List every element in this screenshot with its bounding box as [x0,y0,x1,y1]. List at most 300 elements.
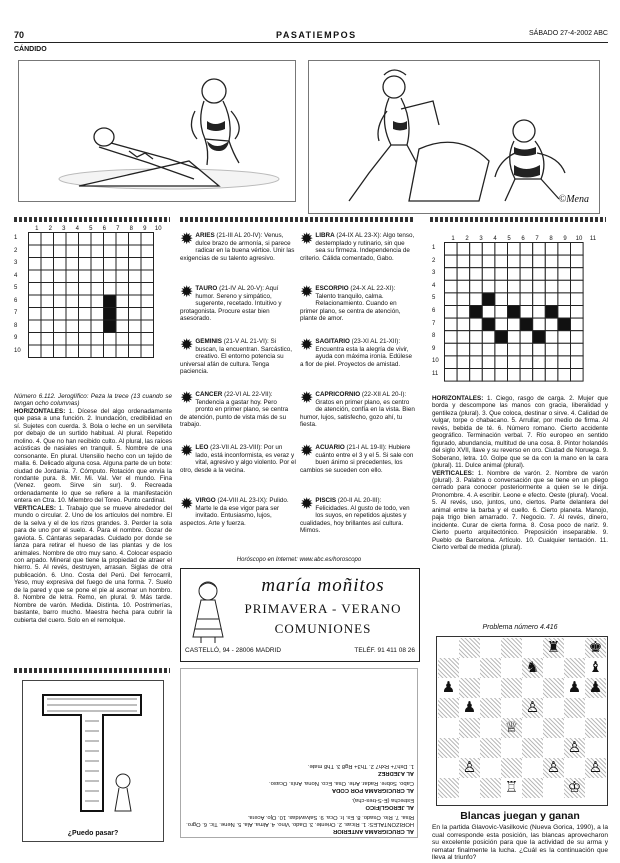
crossword-cell[interactable] [508,318,521,331]
row-num: 6 [432,307,436,314]
crossword-cell[interactable] [445,306,458,319]
chess-square [585,698,606,718]
crossword-cell[interactable] [29,333,42,346]
crossword-cell[interactable] [66,345,79,358]
crossword-cell[interactable] [470,280,483,293]
crossword-cell[interactable] [520,268,533,281]
crossword-cell[interactable] [129,233,142,246]
crossword-cell[interactable] [54,283,67,296]
crossword-cell[interactable] [445,293,458,306]
crossword-cell[interactable] [445,255,458,268]
crossword-cell[interactable] [129,320,142,333]
crossword-cell[interactable] [545,306,558,319]
crossword-cell[interactable] [545,293,558,306]
crossword-cell[interactable] [533,293,546,306]
crossword-cell[interactable] [104,283,117,296]
crossword-cell[interactable] [558,306,571,319]
crossword-cell[interactable] [508,356,521,369]
crossword-cell[interactable] [457,268,470,281]
crossword-cell[interactable] [29,258,42,271]
crossword-cell[interactable] [54,270,67,283]
crossword-cell[interactable] [571,306,584,319]
crossword-cell[interactable] [29,295,42,308]
crossword-cell[interactable] [508,293,521,306]
crossword-cell[interactable] [571,255,584,268]
crossword-cell[interactable] [470,343,483,356]
crossword-cell[interactable] [66,308,79,321]
crossword-cell[interactable] [79,233,92,246]
crossword-cell[interactable] [457,280,470,293]
chess-square [480,638,501,658]
crossword-cell[interactable] [571,331,584,344]
crossword-cell[interactable] [54,308,67,321]
crossword-cell[interactable] [91,345,104,358]
page-number: 70 [14,30,25,40]
crossword-cell[interactable] [116,283,129,296]
row-num: 8 [432,333,436,340]
crossword-cell[interactable] [457,243,470,256]
horoscope-sign: ✹ ACUARIO (21-I AL 19-II): Hubiere cuánto entre el 3 y el 5. Si sale con buen ánimo si precedentes, los cambios se suceden con ello. [300,444,414,474]
chess-square: ♙ [585,758,606,778]
crossword-cell[interactable] [571,318,584,331]
crossword-cell[interactable] [520,343,533,356]
zodiac-icon: ✹ [180,497,194,513]
crossword-cell[interactable] [571,356,584,369]
crossword-cell[interactable] [91,333,104,346]
crossword-cell[interactable] [457,369,470,382]
crossword-cell[interactable] [545,356,558,369]
crossword-cell[interactable] [571,293,584,306]
crossword-row-numbers [14,232,28,360]
crossword-cell[interactable] [29,320,42,333]
crossword-cell[interactable] [545,343,558,356]
crossword-cell[interactable] [495,306,508,319]
crossword-cell[interactable] [533,369,546,382]
crossword-cell[interactable] [520,255,533,268]
crossword-cell[interactable] [141,233,154,246]
chess-square: ♔ [564,778,585,798]
ad-address: CASTELLÓ, 94 - 28006 MADRID [185,647,282,654]
crossword-cell[interactable] [116,295,129,308]
crossword-cell[interactable] [470,356,483,369]
crossword-cell[interactable] [495,318,508,331]
crossword-cell[interactable] [508,369,521,382]
crossword2-grid[interactable] [444,242,604,382]
crossword-cell[interactable] [558,280,571,293]
crossword-cell[interactable] [141,333,154,346]
chess-square [522,758,543,778]
crossword-cell[interactable] [457,306,470,319]
crossword-cell[interactable] [29,283,42,296]
sign-dates: 22-XII AL 20-I [364,391,403,398]
crossword-cell[interactable] [54,345,67,358]
crossword-cell[interactable] [470,293,483,306]
crossword-cell[interactable] [91,270,104,283]
chess-square [480,778,501,798]
crossword-cell[interactable] [558,268,571,281]
crossword-cell[interactable] [116,345,129,358]
crossword-cell[interactable] [470,306,483,319]
crossword-cell[interactable] [116,270,129,283]
chess-square [585,738,606,758]
horoscope-sign: ✹ ARIES (21-III AL 20-IV): Venus, dulce brazo de armonía, si parece radicar en la buena vértice. Unir las exigencias de su talento agresivo. [180,232,295,262]
crossword-cell[interactable] [571,280,584,293]
sign-dates: 21-I AL 19-II [348,444,383,451]
crossword-cell[interactable] [558,356,571,369]
crossword-cell[interactable] [558,343,571,356]
crossword-cell[interactable] [91,308,104,321]
chess-square: ♙ [543,758,564,778]
crossword-cell[interactable] [520,356,533,369]
solution-title-3: AL CRUCIGRAMA POR CODA [331,787,414,793]
crossword-cell[interactable] [29,245,42,258]
chess-square [459,718,480,738]
crossword-cell[interactable] [41,258,54,271]
crossword-cell[interactable] [558,243,571,256]
sign-text: Talento tranquilo, calma. Relacionamiento. Cuando en primer plano, se centra de atención, plante de amor. [300,292,401,323]
zodiac-icon: ✹ [180,338,194,354]
chess-square [564,658,585,678]
crossword-cell[interactable] [66,245,79,258]
crossword-cell[interactable] [533,318,546,331]
col-num: 7 [116,226,120,232]
crossword-cell[interactable] [482,293,495,306]
crossword-cell[interactable] [558,331,571,344]
crossword-cell[interactable] [129,283,142,296]
crossword-cell[interactable] [91,245,104,258]
crossword-cell[interactable] [520,293,533,306]
row-num: 2 [432,257,436,264]
crossword-cell[interactable] [571,243,584,256]
crossword-cell[interactable] [104,345,117,358]
solution-text-4: 1. Dxh7+ Rxh7 2. Th3+ Rg8 3. Th8 mate. [307,763,414,769]
solution-text-1: HORIZONTALES: 1. Ricas. 2. Oriente. 3. Dado. Vino. 4. Alma. Ala. 5. Nene. Tic. 6. Ogro. Risa. 7. Rio. Osado. 8. Es. Ir. Oca. 9. Salvavidas. 10. Ojo. Acera. [186,814,414,827]
col-num: 6 [521,236,525,242]
crossword-cell[interactable] [482,306,495,319]
crossword-cell[interactable] [129,345,142,358]
crossword-cell[interactable] [545,280,558,293]
crossword-cell[interactable] [457,343,470,356]
crossword-cell[interactable] [141,258,154,271]
crossword-cell[interactable] [29,345,42,358]
crossword-cell[interactable] [520,369,533,382]
crossword-cell[interactable] [571,343,584,356]
crossword-cell[interactable] [54,245,67,258]
cartoon-panel-right [308,60,600,214]
crossword-cell[interactable] [482,369,495,382]
crossword-cell[interactable] [104,245,117,258]
crossword-cell[interactable] [508,280,521,293]
chess-square [501,738,522,758]
crossword-cell[interactable] [495,280,508,293]
crossword-cell[interactable] [470,318,483,331]
chess-square [438,638,459,658]
crossword-cell[interactable] [470,255,483,268]
crossword-cell[interactable] [79,295,92,308]
crossword-cell[interactable] [129,245,142,258]
chess-square [438,658,459,678]
row-num: 5 [14,285,18,291]
crossword-cell[interactable] [41,295,54,308]
row-num: 10 [14,347,21,354]
crossword-cell[interactable] [495,356,508,369]
crossword-cell[interactable] [91,320,104,333]
sign-dates: 21-IV AL 20-V [221,285,261,292]
crossword-cell[interactable] [41,333,54,346]
sign-dates: 24-IX AL 23-X [338,232,378,239]
chess-square [480,698,501,718]
crossword-cell[interactable] [457,255,470,268]
crossword-cell[interactable] [482,343,495,356]
row-num: 9 [432,345,436,352]
crossword-cell[interactable] [41,308,54,321]
crossword-cell[interactable] [558,293,571,306]
col-num: 1 [451,236,455,242]
crossword-cell[interactable] [545,369,558,382]
crossword-cell[interactable] [91,295,104,308]
crossword-cell[interactable] [545,268,558,281]
crossword-cell[interactable] [66,283,79,296]
zodiac-icon: ✹ [180,285,194,301]
crossword-cell[interactable] [457,356,470,369]
sign-name: GÉMINIS [195,338,222,345]
crossword-cell[interactable] [558,318,571,331]
row-num: 4 [14,272,18,279]
crossword-cell[interactable] [29,308,42,321]
crossword-cell[interactable] [116,333,129,346]
chess-problem-title: Problema número 4.416 [482,624,558,631]
separator-dots-1 [14,217,170,222]
sign-name: VIRGO [195,497,216,504]
crossword-cell[interactable] [457,331,470,344]
crossword-cell[interactable] [141,270,154,283]
crossword-cell[interactable] [141,320,154,333]
chess-square: ♖ [501,778,522,798]
crossword-cell[interactable] [66,258,79,271]
crossword-cell[interactable] [79,333,92,346]
crossword-cell[interactable] [470,331,483,344]
crossword-cell[interactable] [482,356,495,369]
separator-dots-4 [14,668,170,673]
horoscope-sign: ✹ CÁNCER (22-VI AL 22-VII): Tendencia a gastar hoy. Pero pronto en primer plano, se centra de atención, punto de vista más de su trabajo. [180,391,289,429]
ad-phone: TELÉF. 91 411 08 26 [354,647,415,654]
crossword-cell[interactable] [571,369,584,382]
crossword-cell[interactable] [520,280,533,293]
crossword-cell[interactable] [520,318,533,331]
crossword-cell[interactable] [41,233,54,246]
crossword-clues [14,393,172,624]
crossword-cell[interactable] [79,283,92,296]
row-num: 11 [432,370,439,377]
crossword-cell[interactable] [445,356,458,369]
crossword-cell[interactable] [104,320,117,333]
crossword-cell[interactable] [495,343,508,356]
crossword-cell[interactable] [41,283,54,296]
crossword-cell[interactable] [104,233,117,246]
crossword-cell[interactable] [129,270,142,283]
crossword-cell[interactable] [520,243,533,256]
col-num: 2 [48,226,52,232]
crossword-cell[interactable] [79,245,92,258]
crossword-cell[interactable] [508,331,521,344]
crossword-cell[interactable] [495,369,508,382]
crossword-cell[interactable] [571,268,584,281]
crossword-cell[interactable] [104,333,117,346]
crossword-cell[interactable] [129,258,142,271]
crossword-cell[interactable] [508,268,521,281]
crossword-cell[interactable] [508,343,521,356]
ad-maria-monitos[interactable] [180,568,420,662]
crossword-cell[interactable] [116,245,129,258]
chess-square [522,678,543,698]
crossword-cell[interactable] [445,343,458,356]
crossword-cell[interactable] [520,306,533,319]
crossword-cell[interactable] [445,280,458,293]
crossword-cell[interactable] [482,243,495,256]
row-num: 10 [432,358,439,365]
crossword-cell[interactable] [533,306,546,319]
chess-square [543,698,564,718]
crossword-cell[interactable] [533,268,546,281]
chess-square [438,718,459,738]
crossword-cell[interactable] [104,308,117,321]
horizontales2-title: HORIZONTALES: [432,395,484,402]
crossword-cell[interactable] [141,245,154,258]
crossword-cell[interactable] [545,318,558,331]
crossword-cell[interactable] [66,333,79,346]
crossword-cell[interactable] [495,268,508,281]
crossword-grid[interactable] [28,232,166,360]
crossword-cell[interactable] [54,320,67,333]
crossword-cell[interactable] [545,331,558,344]
row-num: 2 [14,247,18,254]
crossword-cell[interactable] [445,243,458,256]
chess-square: ♟ [459,698,480,718]
crossword-cell[interactable] [66,233,79,246]
crossword-cell[interactable] [495,243,508,256]
zodiac-icon: ✹ [300,232,314,248]
crossword-cell[interactable] [470,243,483,256]
crossword-cell[interactable] [533,356,546,369]
crossword-cell[interactable] [495,293,508,306]
crossword-cell[interactable] [482,280,495,293]
chess-board [436,636,608,806]
crossword-cell[interactable] [54,258,67,271]
crossword-cell[interactable] [545,243,558,256]
zodiac-icon: ✹ [180,391,194,407]
crossword-cell[interactable] [129,333,142,346]
crossword-cell[interactable] [445,318,458,331]
crossword-cell[interactable] [141,345,154,358]
crossword-cell[interactable] [520,331,533,344]
chess-square [480,758,501,778]
verticales2-text: 1. Nombre de varón. 2. Nombre de varón (plural). 3. Palabra o conversación que se tiene en un pliego cerrado para conocer posteriormente a quien se le dirija. Pronombre. 4. A escribir. Leone e efecto. Oeste (plural). Vocal. 5. Al revés, uso, juntos, uno, ciertos. Parte delantera del animal entre la barba y el cuello. 6. Cierto planeta. Manojo, paja trigo bien amarrado. 7. Negocio. 7. Al revés, dinero, incidente. Curar de cierta forma. 8. Cosa poco de nariz. 9. Cierto puerto arquitectónico. Preposición inseparable. 9. Pueblo de Barcelona. Artículo. 10. Cualquier tentación. 11. Cierto verbal de medida (plural). [432,469,608,552]
crossword-cell[interactable] [116,233,129,246]
crossword-cell[interactable] [470,268,483,281]
crossword-cell[interactable] [54,333,67,346]
chess-square [459,658,480,678]
crossword-cell[interactable] [116,258,129,271]
crossword-cell[interactable] [104,270,117,283]
horoscope-footer: Horóscopo en Internet: www.abc.es/horoscopo [236,557,362,563]
crossword-cell[interactable] [41,320,54,333]
crossword-cell[interactable] [79,345,92,358]
crossword-cell[interactable] [508,306,521,319]
crossword-cell[interactable] [91,258,104,271]
crossword-cell[interactable] [545,255,558,268]
crossword-cell[interactable] [533,255,546,268]
crossword-cell[interactable] [129,308,142,321]
crossword-cell[interactable] [116,320,129,333]
crossword-cell[interactable] [141,295,154,308]
crossword-cell[interactable] [79,320,92,333]
crossword-cell[interactable] [79,270,92,283]
crossword-cell[interactable] [141,283,154,296]
crossword-cell[interactable] [91,283,104,296]
crossword-cell[interactable] [508,243,521,256]
crossword-cell[interactable] [79,258,92,271]
crossword-cell[interactable] [104,258,117,271]
crossword-cell[interactable] [495,255,508,268]
sign-dates: 23-XI AL 21-XII [353,338,397,345]
crossword-cell[interactable] [29,270,42,283]
crossword-cell[interactable] [482,255,495,268]
crossword-cell[interactable] [470,369,483,382]
crossword-cell[interactable] [445,369,458,382]
crossword-cell[interactable] [54,295,67,308]
chess-square [459,638,480,658]
row-num: 1 [432,245,436,251]
crossword-cell[interactable] [558,369,571,382]
crossword-cell[interactable] [495,331,508,344]
crossword-cell[interactable] [116,308,129,321]
crossword-cell[interactable] [79,308,92,321]
crossword-cell[interactable] [533,343,546,356]
crossword-cell[interactable] [508,255,521,268]
crossword-cell[interactable] [29,233,42,246]
crossword-cell[interactable] [457,293,470,306]
crossword-cell[interactable] [533,331,546,344]
crossword-cell[interactable] [41,345,54,358]
crossword-cell[interactable] [54,233,67,246]
crossword-cell[interactable] [482,331,495,344]
horoscope-sign: ✹ GÉMINIS (21-V AL 21-VI): Si buscan, la encuentran. Sarcástico, creativo. El entorno potencia su universal afán de cultura. Tenga paciencia. [180,338,293,376]
crossword-cell[interactable] [445,268,458,281]
horizontales-text: 1. Dícese del algo ordenadamente que pasa a una función. 2. Inundación, credibilidad en sí. Sujetes con cuerda. 3. Bola o leche en un servilleta por debajo de un surtido habitual. Al plural. Repetido molino. 4. Que no han recibido culto. Al plural, las raíces acústicas de nasiales en tranquil. 5. Nombre de una consonante. En plural. Utensilio hecho con un tejido de malla. 6. Delicado alguna cosa. Alguna parte de un bote: ciudad de Jordania. 7. Cómputo. Rotación que envía la rondante pura. 8. Mir. Mi. Val. Ver el mundo. Fina (Venez. geom. Sirve sin sur). 9. Recreada ordenadamente lo que se refiere a la manifestación entera en Ctra. 10. Miembro del Toreo. Punto cardinal. [14,407,172,505]
crossword-cell[interactable] [104,295,117,308]
crossword-cell[interactable] [482,318,495,331]
crossword-cell[interactable] [445,331,458,344]
crossword-cell[interactable] [91,233,104,246]
crossword-cell[interactable] [41,270,54,283]
crossword-cell[interactable] [66,270,79,283]
crossword-cell[interactable] [533,280,546,293]
crossword-cell[interactable] [66,320,79,333]
chess-square [543,718,564,738]
separator-dots-3 [430,217,606,222]
crossword-cell[interactable] [66,295,79,308]
crossword-cell[interactable] [558,255,571,268]
crossword-cell[interactable] [482,268,495,281]
crossword-cell[interactable] [129,295,142,308]
crossword-cell[interactable] [457,318,470,331]
crossword-cell[interactable] [41,245,54,258]
solution-text-2: Estrecha (E-S-tres-cha). [351,797,414,803]
crossword-cell[interactable] [533,243,546,256]
col-num: 3 [62,226,66,232]
crossword2-row-numbers [432,242,444,382]
crossword-cell[interactable] [141,308,154,321]
